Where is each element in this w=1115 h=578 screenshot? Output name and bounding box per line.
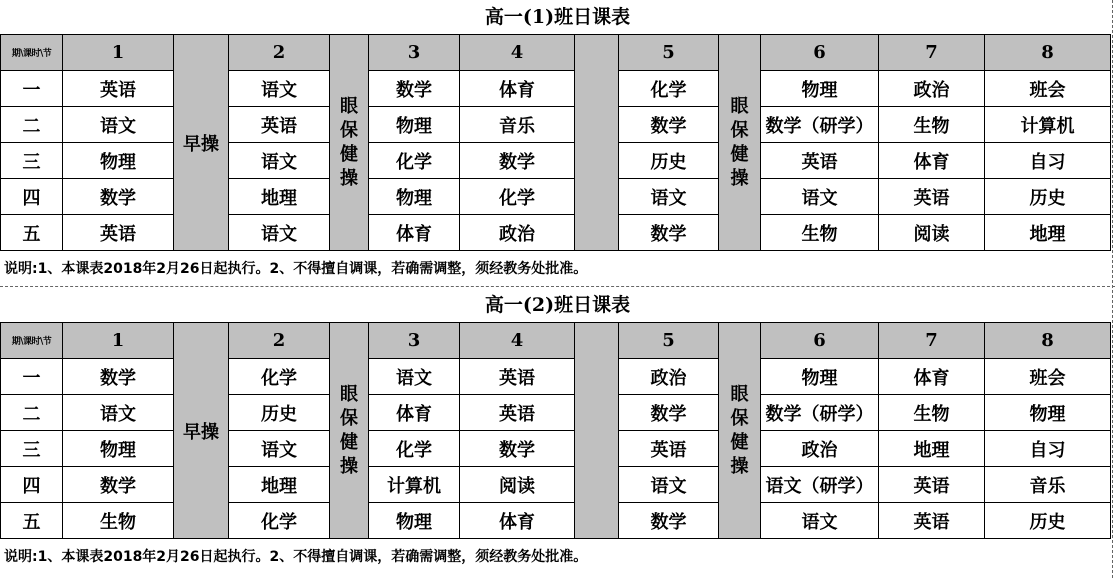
lesson-cell: 语文: [619, 179, 719, 215]
lesson-cell: 语文（研学）: [761, 467, 879, 503]
period-header: 1: [63, 323, 174, 359]
lesson-cell: 英语: [761, 143, 879, 179]
lunch-break-gap: [575, 35, 619, 251]
corner-cell: 期\课时\节: [1, 323, 63, 359]
period-header: 7: [879, 323, 985, 359]
lesson-cell: 数学: [619, 215, 719, 251]
lesson-cell: 数学: [619, 107, 719, 143]
lesson-cell: 英语: [229, 107, 330, 143]
lesson-cell: 计算机: [985, 107, 1111, 143]
eye-exercise-char: 健: [730, 431, 749, 453]
lesson-cell: 化学: [369, 143, 460, 179]
lesson-cell: 数学: [63, 359, 174, 395]
period-header: 2: [229, 323, 330, 359]
eye-exercise-char: 保: [340, 407, 358, 429]
corner-cell: 期\课时\节: [1, 35, 63, 71]
period-header: 4: [460, 323, 575, 359]
lesson-cell: 英语: [879, 503, 985, 539]
lesson-cell: 语文: [229, 431, 330, 467]
lesson-cell: 阅读: [460, 467, 575, 503]
lesson-cell: 数学: [619, 395, 719, 431]
lesson-cell: 班会: [985, 359, 1111, 395]
day-row: [1, 359, 1111, 395]
morning-exercise-cell: 早操: [174, 323, 229, 539]
lesson-cell: 物理: [369, 503, 460, 539]
class1-timetable: [0, 34, 1111, 251]
lesson-cell: 物理: [761, 359, 879, 395]
day-row: [1, 395, 1111, 431]
eye-exercise-char: 保: [730, 407, 749, 429]
lesson-cell: 语文: [761, 179, 879, 215]
lesson-cell: 自习: [985, 143, 1111, 179]
lesson-cell: 语文: [229, 215, 330, 251]
period-header: 7: [879, 35, 985, 71]
lesson-cell: 物理: [985, 395, 1111, 431]
lesson-cell: 语文: [63, 395, 174, 431]
lesson-cell: 化学: [619, 71, 719, 107]
eye-exercise-char: 操: [730, 455, 749, 477]
eye-exercise-char: 眼: [730, 95, 749, 117]
period-header: 5: [619, 35, 719, 71]
lesson-cell: 英语: [879, 179, 985, 215]
eye-exercise-char: 保: [340, 119, 358, 141]
day-label: 五: [1, 215, 63, 251]
eye-exercise-char: 操: [340, 455, 358, 477]
day-row: [1, 467, 1111, 503]
eye-exercise-char: 眼: [730, 383, 749, 405]
period-header: 2: [229, 35, 330, 71]
morning-exercise-cell: 早操: [174, 35, 229, 251]
day-row: [1, 179, 1111, 215]
page-break-line: [1112, 0, 1113, 578]
lesson-cell: 体育: [369, 215, 460, 251]
lesson-cell: 语文: [619, 467, 719, 503]
lesson-cell: 历史: [619, 143, 719, 179]
lesson-cell: 数学: [460, 431, 575, 467]
lesson-cell: 生物: [879, 107, 985, 143]
lesson-cell: 体育: [369, 395, 460, 431]
lesson-cell: 英语: [63, 215, 174, 251]
lesson-cell: 地理: [985, 215, 1111, 251]
lesson-cell: 数学: [63, 467, 174, 503]
lesson-cell: 数学: [619, 503, 719, 539]
lesson-cell: 历史: [985, 503, 1111, 539]
eye-exercise-char: 操: [340, 167, 358, 189]
lesson-cell: 化学: [369, 431, 460, 467]
period-header: 6: [761, 35, 879, 71]
lesson-cell: 语文: [761, 503, 879, 539]
eye-exercise-char: 健: [730, 143, 749, 165]
eye-exercise-cell: [330, 323, 369, 539]
lesson-cell: 自习: [985, 431, 1111, 467]
period-header: 8: [985, 323, 1111, 359]
day-label: 四: [1, 179, 63, 215]
lesson-cell: 地理: [229, 467, 330, 503]
lesson-cell: 数学（研学）: [761, 395, 879, 431]
lesson-cell: 数学: [369, 71, 460, 107]
day-label: 一: [1, 71, 63, 107]
eye-exercise-char: 眼: [340, 383, 358, 405]
lesson-cell: 化学: [460, 179, 575, 215]
day-label: 二: [1, 395, 63, 431]
period-header: 6: [761, 323, 879, 359]
class2-note: 说明:1、本课表2018年2月26日起执行。2、不得擅自调课，若确需调整，须经教务处批准。: [4, 549, 588, 565]
lesson-cell: 英语: [619, 431, 719, 467]
lesson-cell: 政治: [460, 215, 575, 251]
lesson-cell: 物理: [369, 107, 460, 143]
eye-exercise-char: 操: [730, 167, 749, 189]
lesson-cell: 英语: [460, 395, 575, 431]
day-row: [1, 143, 1111, 179]
lesson-cell: 语文: [63, 107, 174, 143]
class2-timetable: [0, 322, 1111, 539]
lesson-cell: 语文: [229, 143, 330, 179]
lesson-cell: 英语: [460, 359, 575, 395]
lesson-cell: 历史: [985, 179, 1111, 215]
eye-exercise-cell: [330, 35, 369, 251]
eye-exercise-cell: [719, 35, 761, 251]
header-row: [1, 323, 1111, 359]
lesson-cell: 数学（研学）: [761, 107, 879, 143]
lesson-cell: 英语: [879, 467, 985, 503]
lesson-cell: 化学: [229, 503, 330, 539]
period-header: 1: [63, 35, 174, 71]
day-label: 三: [1, 431, 63, 467]
day-label: 一: [1, 359, 63, 395]
day-label: 五: [1, 503, 63, 539]
eye-exercise-char: 眼: [340, 95, 358, 117]
lesson-cell: 阅读: [879, 215, 985, 251]
lesson-cell: 生物: [761, 215, 879, 251]
period-header: 3: [369, 35, 460, 71]
class2-title: 高一(2)班日课表: [484, 294, 631, 316]
lesson-cell: 音乐: [460, 107, 575, 143]
lesson-cell: 体育: [460, 503, 575, 539]
class1-title: 高一(1)班日课表: [484, 6, 631, 28]
lesson-cell: 生物: [879, 395, 985, 431]
day-row: [1, 431, 1111, 467]
lesson-cell: 政治: [879, 71, 985, 107]
period-header: 3: [369, 323, 460, 359]
header-row: [1, 35, 1111, 71]
eye-exercise-char: 健: [340, 143, 358, 165]
lesson-cell: 地理: [879, 431, 985, 467]
lesson-cell: 物理: [63, 431, 174, 467]
lesson-cell: 语文: [229, 71, 330, 107]
lesson-cell: 体育: [879, 143, 985, 179]
lesson-cell: 音乐: [985, 467, 1111, 503]
lesson-cell: 体育: [879, 359, 985, 395]
lesson-cell: 政治: [619, 359, 719, 395]
eye-exercise-char: 保: [730, 119, 749, 141]
lesson-cell: 地理: [229, 179, 330, 215]
day-label: 四: [1, 467, 63, 503]
lesson-cell: 英语: [63, 71, 174, 107]
eye-exercise-cell: [719, 323, 761, 539]
lesson-cell: 生物: [63, 503, 174, 539]
period-header: 8: [985, 35, 1111, 71]
eye-exercise-char: 健: [340, 431, 358, 453]
lunch-break-gap: [575, 323, 619, 539]
lesson-cell: 计算机: [369, 467, 460, 503]
lesson-cell: 物理: [369, 179, 460, 215]
day-label: 二: [1, 107, 63, 143]
lesson-cell: 物理: [63, 143, 174, 179]
day-row: [1, 107, 1111, 143]
period-header: 4: [460, 35, 575, 71]
lesson-cell: 数学: [63, 179, 174, 215]
day-label: 三: [1, 143, 63, 179]
period-header: 5: [619, 323, 719, 359]
class1-note: 说明:1、本课表2018年2月26日起执行。2、不得擅自调课，若确需调整，须经教务处批准。: [0, 251, 1115, 287]
lesson-cell: 物理: [761, 71, 879, 107]
lesson-cell: 体育: [460, 71, 575, 107]
day-row: [1, 71, 1111, 107]
lesson-cell: 历史: [229, 395, 330, 431]
lesson-cell: 班会: [985, 71, 1111, 107]
day-row: [1, 215, 1111, 251]
day-row: [1, 503, 1111, 539]
lesson-cell: 数学: [460, 143, 575, 179]
lesson-cell: 化学: [229, 359, 330, 395]
lesson-cell: 政治: [761, 431, 879, 467]
lesson-cell: 语文: [369, 359, 460, 395]
